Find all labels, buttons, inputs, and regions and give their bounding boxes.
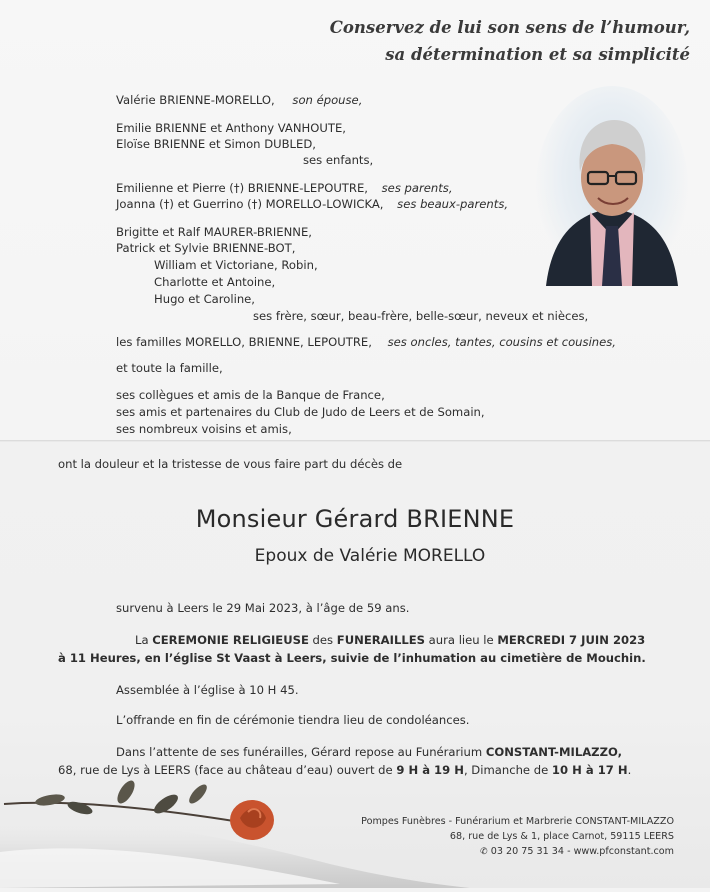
ceremony-date: MERCREDI 7 JUIN 2023 [497, 633, 646, 647]
parents-names: Emilienne et Pierre (†) BRIENNE-LEPOUTRE, [116, 181, 368, 195]
assembly-time: Assemblée à l’église à 10 H 45. [116, 683, 299, 697]
deceased-name: Monsieur Gérard BRIENNE [195, 505, 515, 533]
leaf-shape [34, 792, 65, 807]
spouse-name: Valérie BRIENNE-MORELLO, [116, 93, 275, 107]
leaf-shape [114, 778, 138, 806]
weekday-hours: 9 H à 19 H [396, 763, 464, 777]
family-list [0, 0, 710, 440]
footer-address: 68, rue de Lys & 1, place Carnot, 59115 LEERS [449, 831, 674, 842]
family-line [116, 92, 362, 108]
funeral-home-name: CONSTANT-MILAZZO, [485, 745, 623, 759]
extended-families: les familles MORELLO, BRIENNE, LEPOUTRE, [116, 335, 372, 349]
children-line-2: Eloïse BRIENNE et Simon DUBLED, [116, 137, 316, 151]
footer-contact: 03 20 75 31 34 - www.pfconstant.com [490, 846, 674, 857]
ceremony-line-2: à 11 Heures, en l’église St Vaast à Leers, suivie de l’inhumation au cimetière de Mouchin. [58, 651, 646, 665]
family-line [116, 334, 616, 350]
ceremony-line-1 [116, 632, 645, 648]
offering-note: L’offrande en fin de cérémonie tiendra lieu de condoléances. [116, 713, 470, 727]
siblings-line-3: William et Victoriane, Robin, [154, 258, 318, 272]
spouse-relation: son épouse, [292, 93, 363, 107]
leaf-shape [66, 799, 94, 817]
quote-line-1: Conservez de lui son sens de l’humour, [329, 18, 690, 37]
rest-text: . [627, 763, 632, 777]
death-notice: survenu à Leers le 29 Mai 2023, à l’âge de 59 ans. [116, 601, 410, 615]
extended-relation: ses oncles, tantes, cousins et cousines, [387, 335, 616, 349]
family-line [116, 180, 453, 196]
footer-company: Pompes Funèbres - Funérarium et Marbrerie CONSTANT-MILAZZO [361, 816, 674, 827]
colleagues-line-2: ses amis et partenaires du Club de Judo de Leers et de Somain, [116, 405, 485, 419]
inlaws-relation: ses beaux-parents, [397, 197, 509, 211]
rest-line-1 [116, 744, 622, 760]
rest-text: 68, rue de Lys à LEERS (face au château d’eau) ouvert de [58, 763, 397, 777]
siblings-line-5: Hugo et Caroline, [154, 292, 255, 306]
phone-icon: ✆ [480, 847, 488, 857]
deceased-spouse: Epoux de Valérie MORELLO [254, 546, 486, 566]
children-line-1: Emilie BRIENNE et Anthony VANHOUTE, [116, 121, 346, 135]
siblings-relation: ses frère, sœur, beau-frère, belle-sœur, neveux et nièces, [253, 309, 589, 323]
family-line [116, 196, 508, 212]
announcement: ont la douleur et la tristesse de vous faire part du décès de [58, 457, 403, 471]
leaf-shape [186, 782, 209, 807]
ceremony-text: aura lieu le [425, 633, 498, 647]
ceremony-text: La [135, 633, 153, 647]
parents-relation: ses parents, [381, 181, 453, 195]
children-relation: ses enfants, [303, 153, 374, 167]
ceremony-text: des [308, 633, 337, 647]
funeral-home-footer [334, 814, 674, 860]
rest-text: Dans l’attente de ses funérailles, Gérard repose au Funérarium [116, 745, 486, 759]
colleagues-line-3: ses nombreux voisins et amis, [116, 422, 292, 436]
ceremony-type: CEREMONIE RELIGIEUSE [152, 633, 309, 647]
siblings-line-1: Brigitte et Ralf MAURER-BRIENNE, [116, 225, 312, 239]
rest-text: , Dimanche de [463, 763, 552, 777]
inlaws-names: Joanna (†) et Guerrino (†) MORELLO-LOWICKA, [116, 197, 384, 211]
siblings-line-2: Patrick et Sylvie BRIENNE-BOT, [116, 241, 296, 255]
footer-contact-line [334, 844, 674, 860]
siblings-line-4: Charlotte et Antoine, [154, 275, 276, 289]
sunday-hours: 10 H à 17 H [551, 763, 628, 777]
colleagues-line-1: ses collègues et amis de la Banque de France, [116, 388, 385, 402]
ceremony-funerals: FUNERAILLES [336, 633, 425, 647]
all-family: et toute la famille, [116, 361, 223, 375]
quote-line-2: sa détermination et sa simplicité [385, 45, 690, 64]
